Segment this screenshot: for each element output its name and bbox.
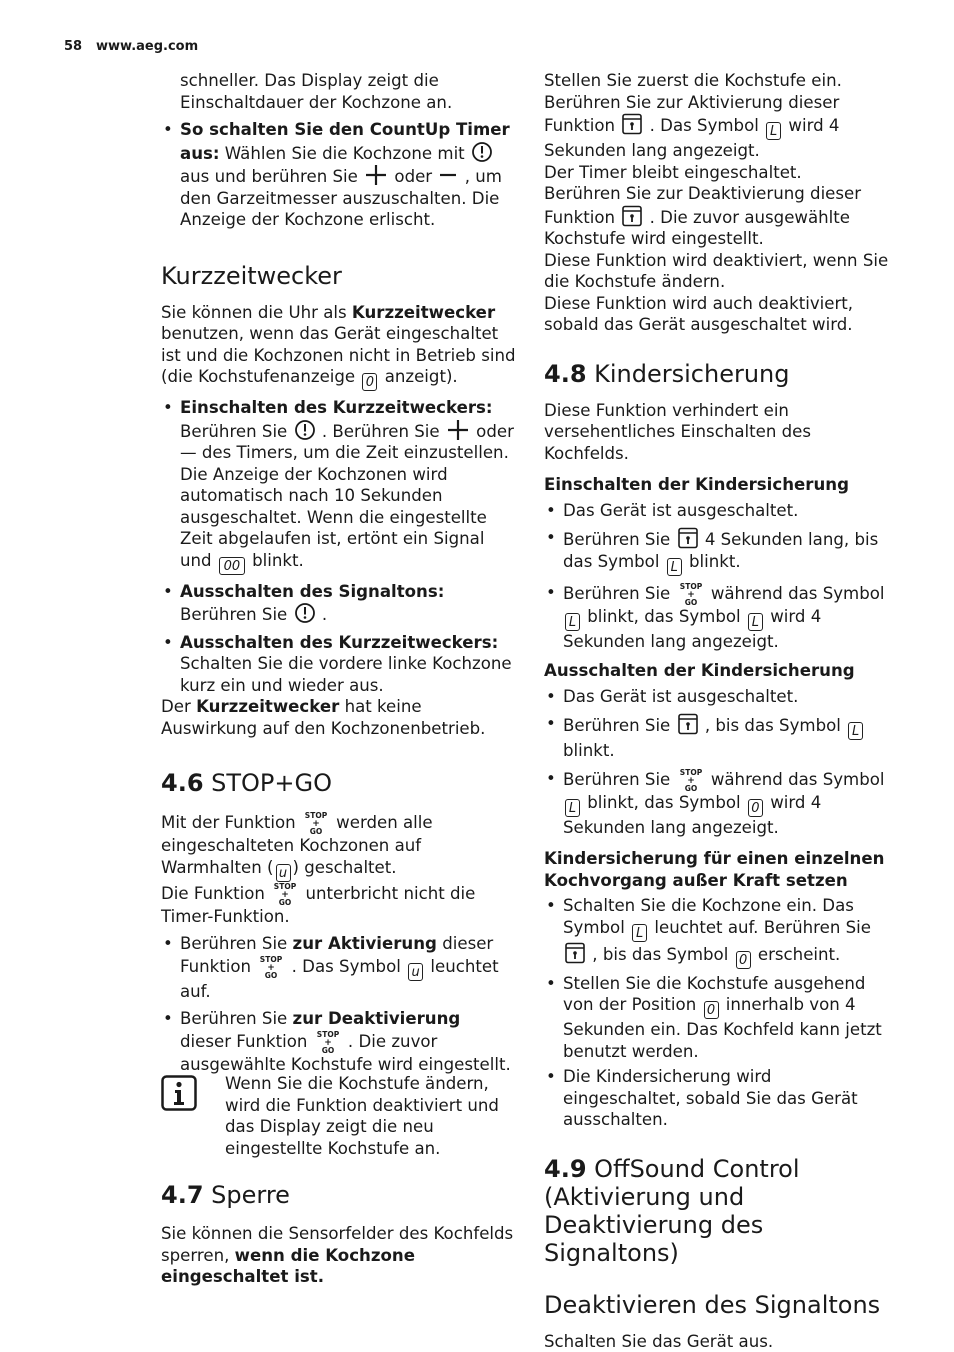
stopgo-activate-bullet	[161, 933, 516, 1002]
bold-text: Ausschalten des Signaltons:	[180, 581, 445, 601]
display-symbol: u	[276, 864, 291, 882]
info-note: Wenn Sie die Kochstufe ändern, wird die Funktion deaktiviert und das Display zeigt die neu eingestellte Kochstufe an.	[225, 1074, 499, 1158]
list-item	[544, 973, 894, 1063]
svg-text:+: +	[267, 962, 276, 973]
list-item: • Die Kindersicherung wird eingeschaltet, sobald Sie das Gerät ausschalten.	[544, 1066, 894, 1131]
text: blinkt.	[563, 741, 615, 760]
text: Berühren Sie	[180, 1009, 293, 1028]
svg-text:GO: GO	[265, 970, 278, 979]
display-symbol: u	[408, 963, 423, 981]
left-column	[161, 70, 516, 1075]
right-column	[544, 70, 894, 1352]
sperre-paragraph	[161, 1223, 516, 1288]
text: dieser Funktion	[180, 934, 494, 976]
text: Sie können die Sensorfelder des Kochfelds sperren,	[161, 1224, 514, 1265]
bold-text: Kurzzeitwecker	[196, 697, 340, 716]
svg-text:+: +	[686, 589, 695, 600]
list-item	[544, 713, 894, 762]
section-title: OffSound Control (Aktivierung und Deaktivierung des Signaltons)	[544, 1154, 800, 1267]
plus-icon	[364, 164, 388, 186]
text: erscheint.	[752, 944, 841, 964]
text: Berühren Sie	[180, 934, 293, 953]
signalton-bullet	[161, 581, 516, 626]
text: wird 4 Sekunden lang angezeigt.	[544, 116, 840, 160]
display-symbol: 0	[736, 951, 751, 969]
heading-deaktivieren: Deaktivieren des Signaltons	[544, 1290, 881, 1319]
text: blinkt, das Symbol	[582, 792, 746, 812]
list-item	[544, 895, 894, 969]
minus-icon	[438, 164, 458, 186]
stop-go-icon	[303, 811, 329, 835]
text: Schalten Sie die vordere linke Kochzone kurz ein und wieder aus.	[180, 654, 512, 695]
text: hat keine Auswirkung auf den Kochzonenbetrieb.	[161, 697, 486, 738]
text: Stellen Sie zuerst die Kochstufe ein. Berühren Sie zur Aktivierung dieser Funktion	[544, 71, 842, 135]
display-symbol: L	[848, 722, 863, 740]
display-symbol: 00	[219, 557, 245, 575]
ausschalten-bullet	[161, 632, 516, 697]
bold-text: Kurzzeitwecker	[351, 302, 496, 322]
display-symbol: L	[667, 558, 682, 576]
bold-text: zur Aktivierung	[292, 934, 437, 953]
plus-icon	[446, 419, 470, 441]
deaktivieren-paragraph: Schalten Sie das Gerät aus.	[544, 1331, 774, 1351]
stop-go-icon	[272, 882, 298, 906]
einschalten-bullet	[161, 397, 516, 575]
header-url: www.aeg.com	[96, 39, 199, 54]
stop-go-icon	[678, 582, 704, 606]
stopgo-paragraph-1	[161, 811, 516, 882]
text: ) geschaltet.	[292, 857, 397, 877]
bold-text: Einschalten des Kurzzeitweckers:	[180, 398, 493, 417]
intro-paragraph: schneller. Das Display zeigt die Einschaltdauer der Kochzone an.	[180, 71, 453, 112]
text: Sie können die Uhr als	[161, 302, 352, 322]
sperre-note-2: Diese Funktion wird auch deaktiviert, sobald das Gerät ausgeschaltet wird.	[544, 293, 854, 334]
sperre-instructions	[544, 70, 894, 162]
stop-go-icon	[678, 768, 704, 792]
display-symbol: 0	[362, 373, 377, 391]
text: innerhalb von 4 Sekunden ein. Das Kochfeld kann jetzt benutzt werden.	[563, 995, 882, 1061]
text: oder — des Timers, um die Zeit einzustellen. Die Anzeige der Kochzonen wird automatisch nach 10 Sekunden ausgeschaltet. Wenn die eingestellte Zeit abgelaufen ist, ertönt ein Signal und	[180, 421, 514, 570]
text: blinkt.	[246, 550, 304, 570]
countup-bullet	[161, 119, 516, 231]
text: Berühren Sie	[180, 421, 293, 441]
svg-text:+: +	[323, 1037, 332, 1048]
stop-go-icon	[258, 955, 284, 979]
text: wird 4 Sekunden lang angezeigt.	[563, 792, 822, 837]
heading-4-8	[544, 360, 894, 388]
svg-text:GO: GO	[309, 827, 323, 835]
svg-text:+: +	[686, 775, 695, 786]
lock-key-icon	[564, 942, 586, 964]
text: blinkt.	[683, 551, 741, 571]
svg-text:GO: GO	[684, 783, 697, 792]
text: leuchtet auf. Berühren Sie	[649, 917, 871, 937]
text: während das Symbol	[705, 583, 885, 603]
text: Stellen Sie die Kochstufe ausgehend von der Position	[563, 973, 866, 1014]
text: . Die zuvor ausgewählte Kochstufe wird eingestellt.	[544, 207, 850, 248]
display-symbol: L	[766, 122, 781, 140]
display-symbol: L	[565, 799, 580, 817]
list-item	[544, 582, 894, 653]
svg-text:STOP: STOP	[304, 811, 328, 820]
heading-4-6	[161, 769, 516, 797]
stopgo-deactivate-bullet	[161, 1008, 516, 1075]
lock-key-icon	[621, 205, 643, 227]
timer-icon	[294, 602, 316, 624]
text: wird 4 Sekunden lang angezeigt.	[563, 606, 822, 651]
text: aus und berühren Sie	[180, 167, 364, 186]
section-number: 4.8	[544, 359, 587, 388]
text: . Die zuvor ausgewählte Kochstufe wird eingestellt.	[180, 1031, 511, 1074]
subheading-einzelner-kochvorgang: Kindersicherung für einen einzelnen Kochvorgang außer Kraft setzen	[544, 849, 885, 890]
text: leuchtet auf.	[180, 956, 499, 1001]
bold-text: zur Deaktivierung	[292, 1009, 461, 1028]
heading-4-9	[544, 1155, 894, 1267]
svg-text:GO: GO	[684, 597, 697, 606]
text: Berühren Sie	[563, 769, 676, 789]
svg-text:+: +	[312, 819, 320, 829]
subheading-einschalten: Einschalten der Kindersicherung	[544, 475, 849, 494]
section-title: Kindersicherung	[586, 359, 790, 388]
text: Mit der Funktion	[161, 813, 301, 832]
text: Schalten Sie die Kochzone ein. Das Symbol	[563, 896, 854, 937]
subheading-ausschalten: Ausschalten der Kindersicherung	[544, 661, 855, 680]
kindersicherung-intro: Diese Funktion verhindert ein versehentliches Einschalten des Kochfelds.	[544, 400, 812, 463]
text: Berühren Sie	[180, 605, 293, 624]
lock-key-icon	[621, 113, 643, 135]
list-item	[544, 527, 894, 576]
stopgo-paragraph-2	[161, 882, 516, 928]
text: Die Funktion	[161, 883, 271, 903]
text: blinkt, das Symbol	[582, 606, 746, 626]
timer-icon	[471, 141, 493, 163]
left-column-bottom	[161, 1181, 516, 1288]
text: werden alle eingeschalteten Kochzonen auf Warmhalten (	[161, 813, 433, 877]
deactivate-sperre	[544, 183, 894, 250]
text: oder	[389, 167, 438, 186]
list-item	[544, 768, 894, 839]
list-item: • Das Gerät ist ausgeschaltet.	[544, 686, 894, 708]
svg-text:GO: GO	[278, 897, 292, 906]
text: . Berühren Sie	[316, 421, 445, 441]
timer-icon	[294, 419, 316, 441]
svg-text:STOP: STOP	[679, 581, 702, 591]
der-kurzzeitwecker-paragraph	[161, 696, 516, 739]
section-title: Sperre	[203, 1181, 290, 1209]
stop-go-icon	[315, 1030, 341, 1054]
text: Berühren Sie	[563, 530, 676, 549]
svg-text:+: +	[281, 889, 289, 900]
section-title: STOP+GO	[203, 769, 332, 797]
display-symbol: L	[748, 613, 763, 631]
text: , um den Garzeitmesser auszuschalten. Die Anzeige der Kochzone erlischt.	[180, 167, 502, 229]
text: unterbricht nicht die Timer-Funktion.	[161, 883, 476, 926]
bold-text: Ausschalten des Kurzzeitweckers:	[180, 632, 499, 652]
svg-text:STOP: STOP	[274, 881, 297, 891]
lock-key-icon	[677, 713, 699, 735]
text: . Das Symbol	[644, 116, 765, 135]
display-symbol: L	[565, 613, 580, 631]
text: benutzen, wenn das Gerät eingeschaltet ist und die Kochzonen nicht in Betrieb sind (die Kochstufenanzeige	[161, 324, 516, 386]
display-symbol: 0	[704, 1001, 719, 1019]
lock-key-icon	[677, 527, 699, 549]
text: Berühren Sie zur Deaktivierung dieser Funktion	[544, 184, 862, 227]
text: . Das Symbol	[286, 956, 407, 976]
section-number: 4.6	[161, 769, 204, 797]
text: anzeigt).	[379, 367, 458, 386]
countup-title: So schalten Sie den CountUp Timer aus:	[180, 120, 510, 163]
text: dieser Funktion	[180, 1031, 313, 1051]
list-item: • Das Gerät ist ausgeschaltet.	[544, 500, 894, 522]
text: , bis das Symbol	[587, 944, 734, 964]
text: Der	[161, 697, 197, 716]
sperre-note-1: Diese Funktion wird deaktiviert, wenn Sie die Kochstufe ändern.	[544, 250, 889, 291]
bold-text: wenn die Kochzone eingeschaltet ist.	[161, 1245, 415, 1286]
page-number: 58	[64, 39, 83, 54]
text: .	[316, 605, 328, 624]
display-symbol: 0	[748, 799, 763, 817]
display-symbol: L	[632, 924, 647, 942]
text: , bis das Symbol	[699, 716, 847, 735]
text: Berühren Sie	[563, 583, 676, 603]
text: 4 Sekunden lang, bis das Symbol	[563, 530, 879, 571]
section-number: 4.9	[544, 1154, 587, 1183]
text: Wählen Sie die Kochzone mit	[219, 143, 470, 163]
text: während das Symbol	[705, 769, 885, 789]
timer-note: Der Timer bleibt eingeschaltet.	[544, 162, 802, 182]
heading-kurzzeitwecker: Kurzzeitwecker	[161, 261, 342, 290]
info-icon	[161, 1075, 197, 1111]
kurzzeitwecker-paragraph	[161, 302, 516, 392]
svg-text:STOP: STOP	[260, 954, 283, 964]
text: Berühren Sie	[563, 716, 676, 735]
svg-text:STOP: STOP	[316, 1029, 339, 1039]
heading-4-7	[161, 1181, 516, 1209]
section-number: 4.7	[161, 1181, 204, 1209]
svg-text:STOP: STOP	[679, 767, 702, 777]
svg-text:GO: GO	[321, 1045, 334, 1054]
